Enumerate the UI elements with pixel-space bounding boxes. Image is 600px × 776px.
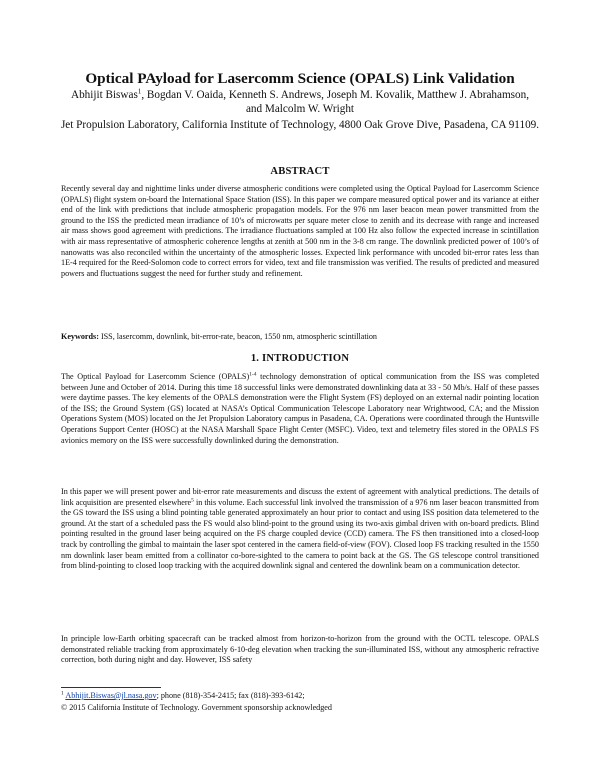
author-email-link[interactable]: Abhijit.Biswas@jl.nasa.gov (65, 691, 157, 700)
footnote-mark: 1 (61, 690, 64, 697)
abstract-heading: ABSTRACT (270, 166, 330, 177)
footnote-divider (61, 687, 161, 688)
other-authors: , Bogdan V. Oaida, Kenneth S. Andrews, Joseph M. Kovalik, Matthew J. Abrahamson, and Malcolm W. Wright (141, 89, 530, 115)
footnote-contact (61, 691, 539, 702)
citation-ref[interactable]: 1-4 (249, 371, 257, 378)
intro-p1-text-b: technology demonstration of optical communication from the ISS was completed between June and October of 2014. During this time 18 successful links were demonstrated downlinking data at 33 - 50 Mb/s. Half of these passes were daytime passes. The key elements of the OPALS demonstration were the Flight System (FS) deployed on an external nadir pointing location of the ISS; the Ground System (GS) located at NASA’s Optical Communication Telescope Laboratory near Wrightwood, CA; and the Mission Operations System (MOS) located on the Jet Propulsion Laboratory campus in Pasadena, CA. Operations were coordinated through the Huntsville Operations Support Center (HOSC) at the NASA Marshall Space Flight Center (MSFC). Video, text and telemetry files stored in the OPALS FS avionics memory on the ISS were successfully downlinked during the demonstration. (61, 372, 540, 445)
keywords-text: ISS, lasercomm, downlink, bit-error-rate, beacon, 1550 nm, atmospheric scintillation (98, 332, 377, 341)
footnote-contact-text: ; phone (818)-354-2415; fax (818)-393-6142; (156, 691, 305, 700)
intro-paragraph-3: In principle low-Earth orbiting spacecraft can be tracked almost from horizon-to-horizon from the ground with the OCTL telescope. OPALS demonstrated reliable tracking from approximately 6-10-deg elevation when tracking the sun-illuminated ISS, without any atmospheric refractive correction, both during night and day. However, ISS safety (61, 634, 539, 665)
author-list (70, 88, 530, 116)
keywords-line (61, 332, 539, 343)
citation-ref[interactable]: 5 (191, 496, 194, 503)
first-author: Abhijit Biswas (70, 89, 138, 101)
author-footnote-mark[interactable]: 1 (137, 87, 142, 96)
intro-paragraph-2 (61, 487, 539, 572)
section-heading-introduction: 1. INTRODUCTION (250, 353, 350, 364)
copyright-notice: © 2015 California Institute of Technology. Government sponsorship acknowledged (61, 703, 332, 712)
keywords-label: Keywords: (61, 332, 99, 341)
abstract-text: Recently several day and nighttime links under diverse atmospheric conditions were completed using the Optical Payload for Lasercomm Science (OPALS) flight system on-board the International Space Station (ISS). In this paper we compare measured optical power and its variance at either end of the link with predictions that include atmospheric propagation models. For the 976 nm laser beacon mean power transmitted from the ground to the ISS the predicted mean irradiance of 10’s of microwatts per square meter close to zenith and its decrease with range and increased air mass shows good agreement with predictions. The irradiance fluctuations sampled at 100 Hz also follow the expected increase in scintillation with air mass representative of atmospheric coherence lengths at zenith at 500 nm in the 3-8 cm range. The downlink predicted power of 100’s of nanowatts was also reconciled within the uncertainty of the atmospheric losses. Expected link performance with uncoded bit-error rates less than 1E-4 required for the Reed-Solomon code to correct errors for video, text and file transmission was verified. The results of predicted and measured powers and fluctuations suggest the need for further study and refinement. (61, 184, 539, 278)
intro-paragraph-1 (61, 372, 539, 446)
affiliation: Jet Propulsion Laboratory, California Institute of Technology, 4800 Oak Grove Dive, Pasadena, CA 91109. (60, 119, 540, 131)
intro-p2-text-b: in this volume. Each successful link involved the transmission of a 976 nm laser beacon transmitted from the GS toward the ISS using a blind pointing table generated approximately an hour prior to contact and using ISS position data telemetered to the ground. At the start of a scheduled pass the FS would also blind-point to the ground using its two-axis gimbal driven with on-board predicts. Blind pointing resulted in the ground laser being acquired on the FS charge coupled device (CCD) camera. The FS then transitioned into a closed-loop track by controlling the gimbal to maintain the laser spot centered in the camera field-of-view (FOV). Closed loop FS tracking resulted in the 1550 nm downlink laser beam emitted from a collinator co-bore-sighted to the camera to point back at the GS. The GS telescope control transitioned from blind-pointing to closed loop tracking with the acquired downlink signal and centered the downlink beam on a communication detector. (61, 497, 539, 571)
intro-p1-text-a: The Optical Payload for Lasercomm Science (OPALS) (61, 372, 250, 381)
intro-p2-text-a: In this paper we will present power and bit-error rate measurements and discuss the extent of agreement with analytical predictions. The details of link acquisition are presented elsewhere (61, 487, 539, 507)
paper-title: Optical PAyload for Lasercomm Science (OPALS) Link Validation (85, 70, 515, 87)
